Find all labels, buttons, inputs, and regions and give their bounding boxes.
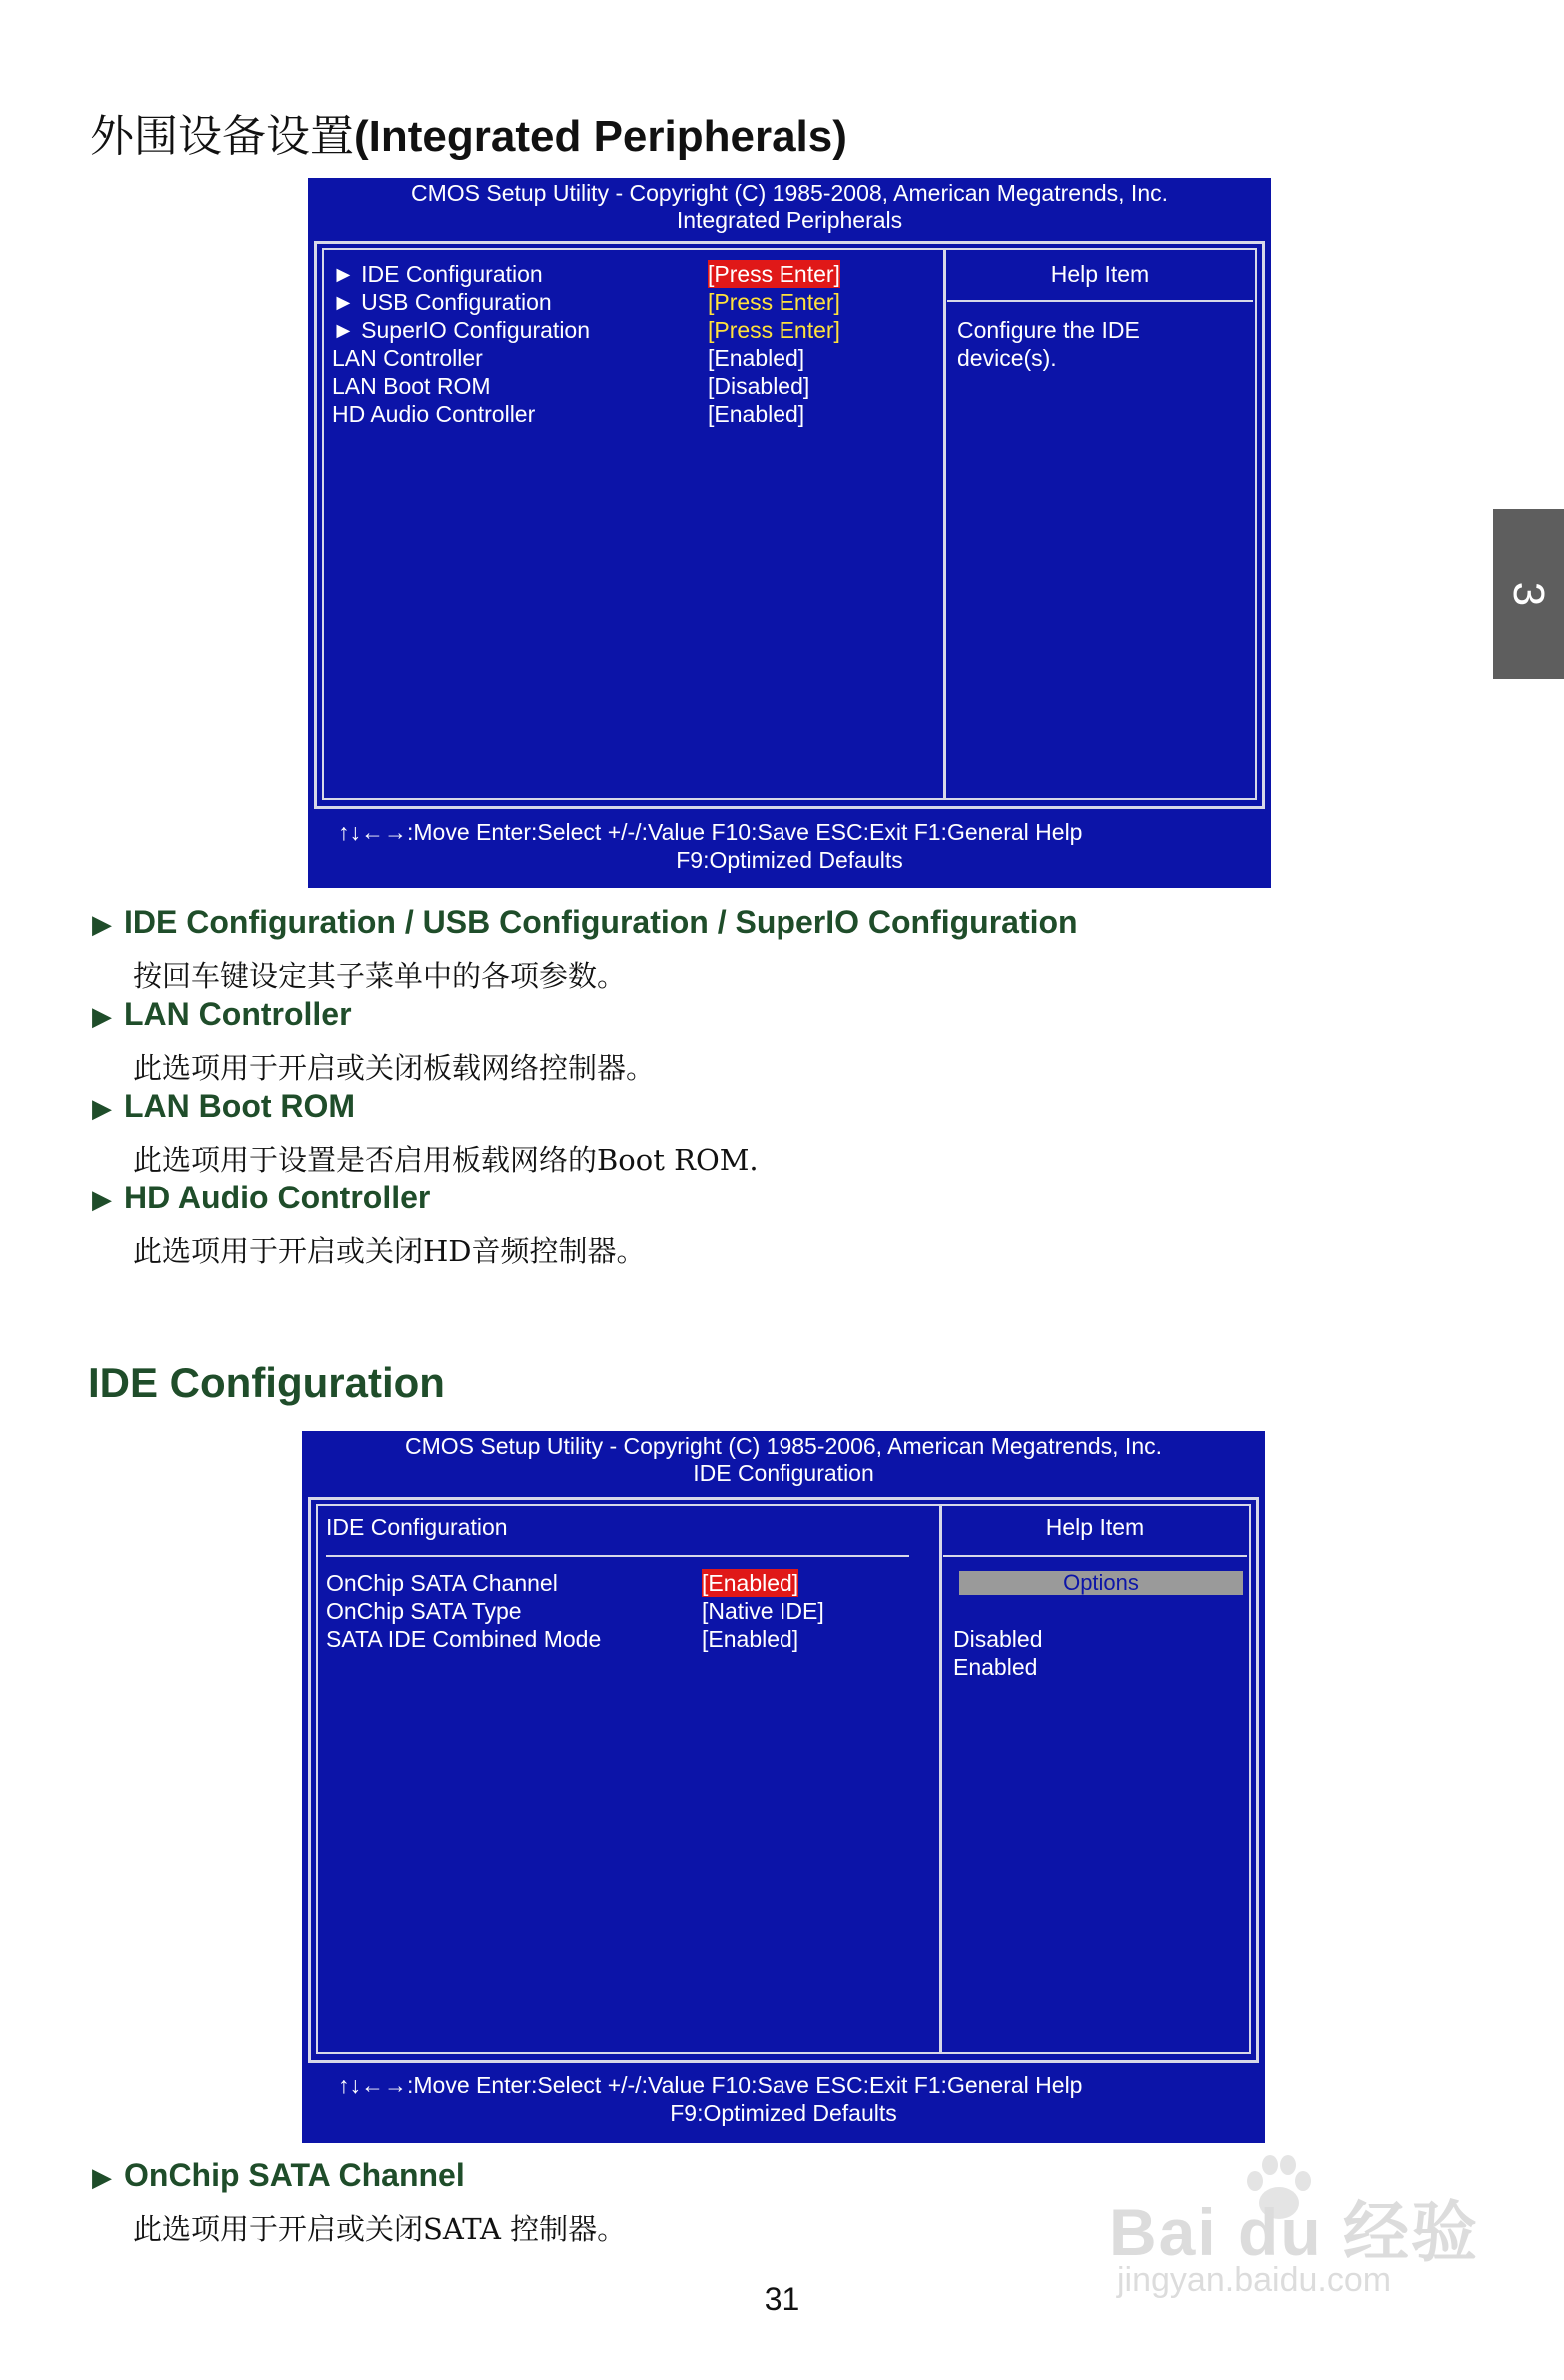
triangle-bullet-icon: ▶ [92, 1186, 112, 1215]
page-title [90, 100, 847, 164]
bios-header [308, 178, 1271, 234]
desc-heading-lan-controller: ▶ LAN Controller [92, 996, 352, 1032]
desc-text-hd-audio: 此选项用于开启或关闭HD音频控制器。 [133, 1234, 646, 1268]
menu-item-superio-configuration[interactable]: ► SuperIO Configuration [332, 317, 591, 343]
bios-header-title: IDE Configuration [693, 1460, 874, 1486]
bios-screen-ide-configuration [302, 1431, 1265, 2143]
option-disabled[interactable]: Disabled [953, 1626, 1043, 1652]
panel-title-underline [326, 1555, 909, 1557]
bios-header-copyright: CMOS Setup Utility - Copyright (C) 1985-2008, American Megatrends, Inc. [410, 180, 1169, 206]
triangle-bullet-icon: ▶ [92, 1094, 112, 1124]
triangle-bullet-icon: ▶ [92, 910, 112, 940]
menu-item-ide-configuration[interactable]: ► IDE Configuration [332, 261, 543, 287]
menu-item-lan-boot-rom[interactable]: LAN Boot ROM [332, 373, 491, 399]
watermark-main-text: Bai du 经验 [1109, 2195, 1480, 2269]
triangle-bullet-icon: ▶ [92, 1002, 112, 1032]
section-heading-ide-configuration: IDE Configuration [88, 1359, 445, 1406]
desc-heading-onchip-sata-channel: ▶ OnChip SATA Channel [92, 2157, 465, 2193]
menu-item-onchip-sata-channel[interactable]: OnChip SATA Channel [326, 1570, 558, 1596]
bios-footer-defaults: F9:Optimized Defaults [670, 2100, 897, 2126]
desc-text-configurations: 按回车键设定其子菜单中的各项参数。 [133, 959, 627, 993]
menu-value-onchip-sata-channel[interactable]: [Enabled] [702, 1570, 799, 1596]
page-title-en: (Integrated Peripherals) [354, 112, 847, 161]
menu-value-ide-configuration[interactable]: [Press Enter] [708, 261, 840, 287]
bios-panel-divider [939, 1504, 942, 2052]
desc-text-lan-boot-rom: 此选项用于设置是否启用板载网络的Boot ROM. [133, 1143, 759, 1177]
menu-value-onchip-sata-type[interactable]: [Native IDE] [702, 1598, 824, 1624]
bios-panel-divider [943, 248, 946, 798]
bios-screen-integrated-peripherals [308, 178, 1271, 888]
help-title-underline [943, 1555, 1247, 1557]
desc-text-onchip-sata-channel: 此选项用于开启或关闭SATA 控制器。 [133, 2212, 627, 2246]
bios-header-copyright: CMOS Setup Utility - Copyright (C) 1985-2006, American Megatrends, Inc. [404, 1433, 1163, 1459]
help-item-text: Configure the IDE device(s). [957, 317, 1140, 371]
bios-footer-defaults: F9:Optimized Defaults [676, 847, 903, 873]
menu-item-onchip-sata-type[interactable]: OnChip SATA Type [326, 1598, 522, 1624]
baidu-watermark [1109, 2149, 1499, 2309]
bios-header [302, 1431, 1265, 1487]
menu-value-sata-ide-combined-mode[interactable]: [Enabled] [702, 1626, 799, 1652]
page-number: 31 [764, 2281, 800, 2317]
menu-value-usb-configuration[interactable]: [Press Enter] [708, 289, 840, 315]
menu-value-hd-audio-controller[interactable]: [Enabled] [708, 401, 805, 427]
menu-item-lan-controller[interactable]: LAN Controller [332, 345, 483, 371]
desc-heading-lan-boot-rom: ▶ LAN Boot ROM [92, 1088, 356, 1124]
menu-item-sata-ide-combined-mode[interactable]: SATA IDE Combined Mode [326, 1626, 602, 1652]
help-title-underline [947, 300, 1253, 302]
help-item-title: Help Item [1045, 1514, 1145, 1540]
watermark-url: jingyan.baidu.com [1117, 2261, 1392, 2299]
desc-text-lan-controller: 此选项用于开启或关闭板载网络控制器。 [133, 1051, 656, 1085]
menu-item-hd-audio-controller[interactable]: HD Audio Controller [332, 401, 536, 427]
chapter-number: 3 [1504, 581, 1554, 607]
menu-value-superio-configuration[interactable]: [Press Enter] [708, 317, 840, 343]
option-enabled[interactable]: Enabled [953, 1654, 1038, 1680]
options-bar: Options [959, 1571, 1243, 1595]
desc-heading-hd-audio: ▶ HD Audio Controller [92, 1180, 431, 1215]
menu-value-lan-controller[interactable]: [Enabled] [708, 345, 805, 371]
menu-item-usb-configuration[interactable]: ► USB Configuration [332, 289, 552, 315]
desc-heading-configurations: ▶ IDE Configuration / USB Configuration / SuperIO Configuration [92, 904, 1078, 940]
page-title-cn: 外围设备设置 [90, 111, 354, 162]
triangle-bullet-icon: ▶ [92, 2163, 112, 2193]
bios-header-title: Integrated Peripherals [676, 207, 903, 233]
chapter-tab [1493, 509, 1564, 679]
menu-value-lan-boot-rom[interactable]: [Disabled] [708, 373, 810, 399]
bios-footer-keys: ↑↓←→:Move Enter:Select +/-/:Value F10:Save ESC:Exit F1:General Help [338, 819, 1083, 845]
help-item-title: Help Item [1050, 261, 1150, 287]
bios-footer-keys: ↑↓←→:Move Enter:Select +/-/:Value F10:Save ESC:Exit F1:General Help [338, 2072, 1083, 2098]
panel-title: IDE Configuration [326, 1514, 508, 1540]
